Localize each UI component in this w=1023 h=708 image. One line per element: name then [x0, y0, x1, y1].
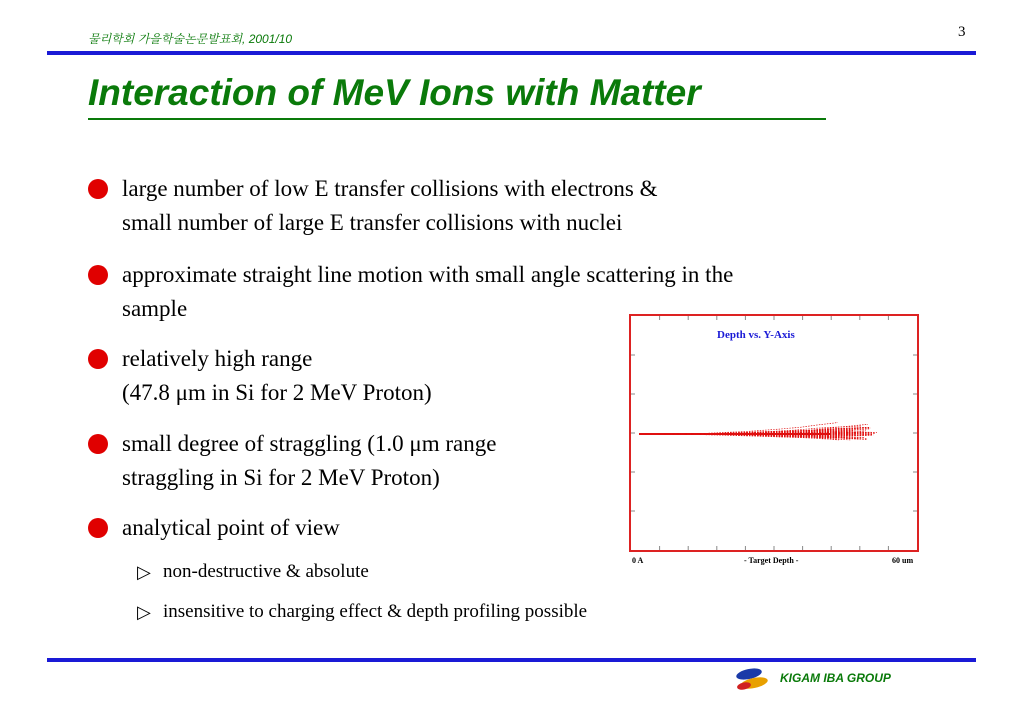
trajectory-plot — [631, 316, 917, 550]
conference-header: 물리학회 가을학술논문발표회, 2001/10 — [88, 32, 293, 46]
bullet-2-line-2: sample — [122, 296, 188, 321]
ion-trajectory — [641, 426, 862, 434]
bullet-marker — [88, 265, 108, 285]
bullet-4-line-1: small degree of straggling (1.0 μm range — [122, 431, 497, 456]
bullet-marker — [88, 434, 108, 454]
bottom-rule — [47, 658, 976, 662]
bullet-4-line-2: straggling in Si for 2 MeV Proton) — [122, 465, 440, 490]
slide-title: Interaction of MeV Ions with Matter — [88, 72, 701, 113]
sub-bullet-2: insensitive to charging effect & depth profiling possible — [163, 601, 588, 622]
bullet-3-line-2: (47.8 μm in Si for 2 MeV Proton) — [122, 380, 432, 405]
triangle-bullet-icon: ▷ — [137, 602, 151, 622]
bullet-2-line-1: approximate straight line motion with small angle scattering in the — [122, 262, 734, 287]
bullet-1-line-1: large number of low E transfer collisions with electrons & — [122, 176, 658, 201]
plot-title: Depth vs. Y-Axis — [717, 329, 795, 341]
sub-bullet-1: non-destructive & absolute — [163, 561, 369, 582]
bullet-marker — [88, 179, 108, 199]
bullet-marker — [88, 349, 108, 369]
bullet-1-line-2: small number of large E transfer collisions with nuclei — [122, 210, 623, 235]
bullet-3-line-1: relatively high range — [122, 346, 313, 371]
x-axis-label: - Target Depth - — [744, 556, 799, 565]
footer-group-name: KIGAM IBA GROUP — [780, 671, 891, 685]
x-axis-end-label: 60 um — [892, 556, 914, 565]
top-rule — [47, 51, 976, 55]
title-underline — [88, 118, 826, 120]
bullet-5-line-1: analytical point of view — [122, 515, 340, 540]
page-number: 3 — [958, 24, 966, 40]
x-axis-start-label: 0 A — [632, 556, 644, 565]
triangle-bullet-icon: ▷ — [137, 562, 151, 582]
bullet-marker — [88, 518, 108, 538]
kigam-logo-icon — [732, 666, 772, 692]
